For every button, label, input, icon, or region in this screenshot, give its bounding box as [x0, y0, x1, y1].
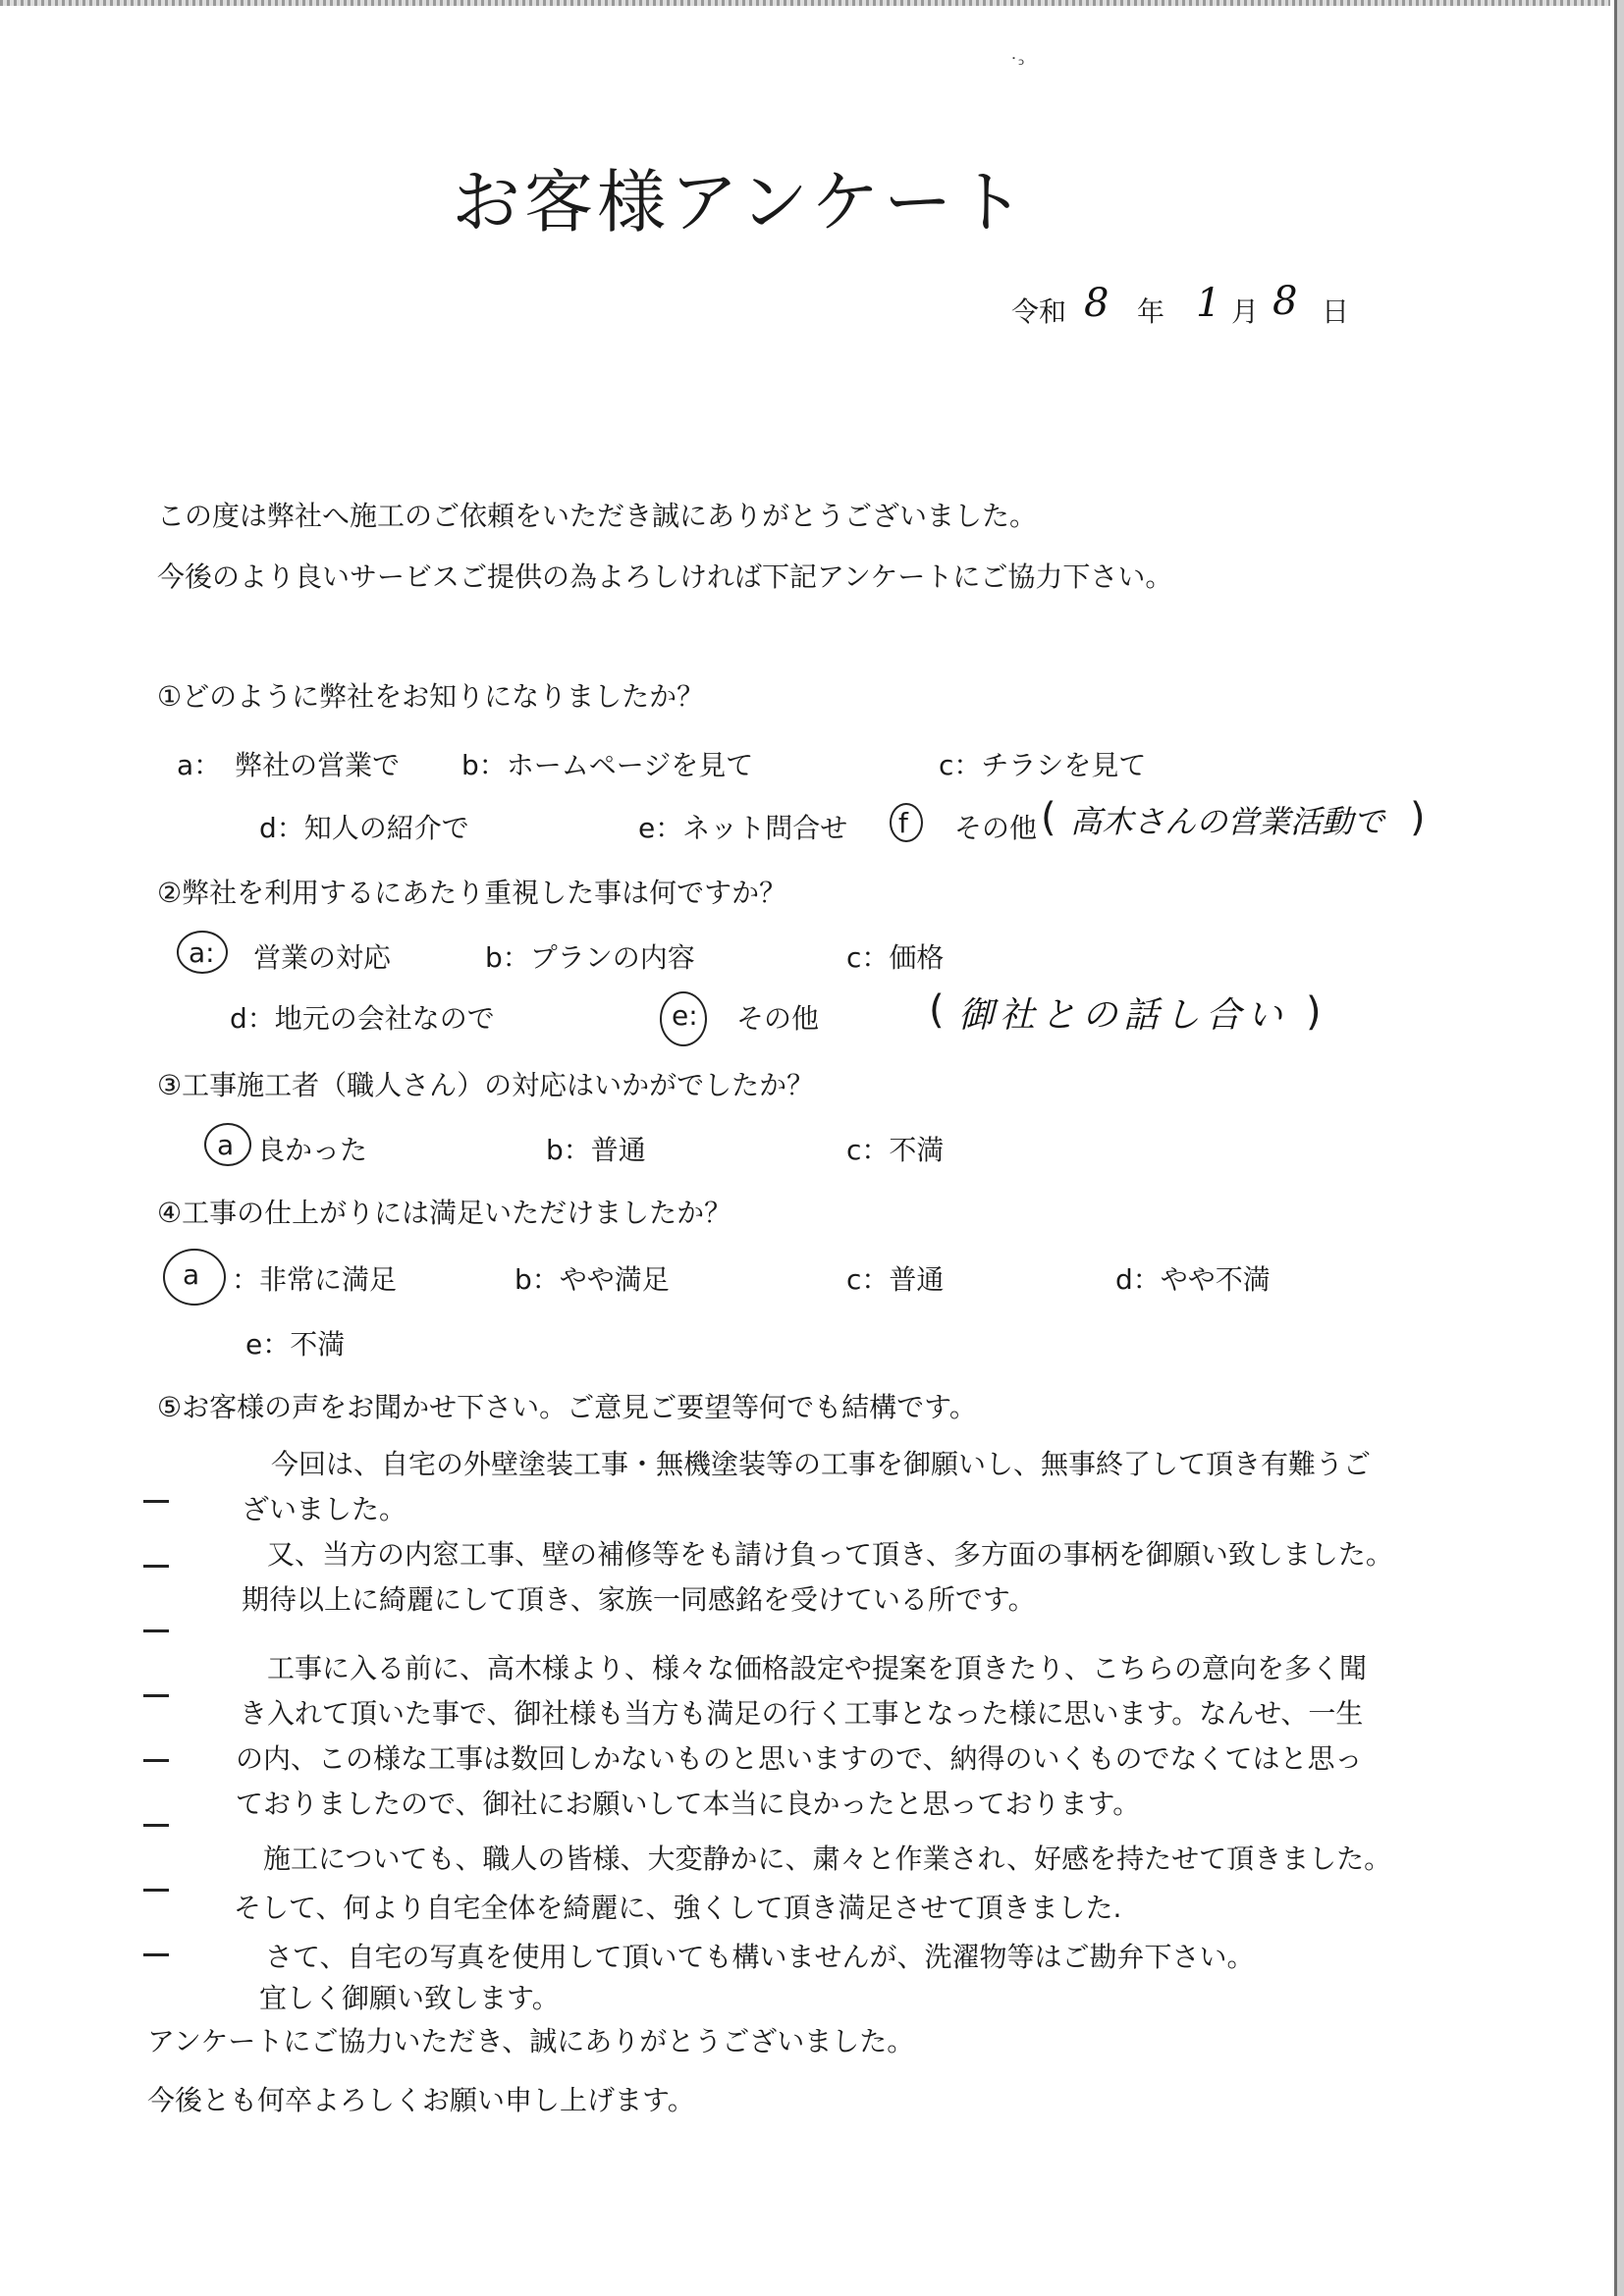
q1-option-f-letter[interactable]: f [898, 807, 908, 839]
rule-dash [143, 1565, 169, 1568]
comment-line: そして、何より自宅全体を綺麗に、強くして頂き満足させて頂きました. [234, 1892, 1122, 1924]
q1-question: ①どのように弊社をお知りになりましたか？ [157, 680, 705, 713]
q1-option-e[interactable]: e：ネット問合せ [638, 812, 848, 844]
q4-option-c[interactable]: c：普通 [846, 1263, 945, 1296]
date-day-label: 日 [1322, 295, 1350, 328]
rule-dash [143, 1629, 169, 1632]
q2-option-b[interactable]: b：プランの内容 [485, 941, 695, 974]
comment-line: ざいました。 [242, 1493, 407, 1525]
comment-line: 今回は、自宅の外壁塗装工事・無機塗装等の工事を御願いし、無事終了して頂き有難うご [271, 1448, 1372, 1480]
q1-other-close-paren: ) [1410, 795, 1426, 840]
comment-line: ておりましたので、御社にお願いして本当に良かったと思っております。 [236, 1788, 1141, 1820]
q3-question: ③工事施工者（職人さん）の対応はいかがでしたか？ [157, 1069, 815, 1101]
q4-option-a[interactable]: ：非常に満足 [232, 1263, 398, 1296]
rule-dash [143, 1824, 169, 1827]
q1-other-handwritten[interactable]: 高木さんの営業活動で [1070, 803, 1385, 840]
q2-option-e[interactable]: その他 [736, 1002, 820, 1035]
comment-line: 工事に入る前に、高木様より、様々な価格設定や提案を頂きたり、こちらの意向を多く聞 [267, 1652, 1368, 1684]
q2-option-e-letter[interactable]: e: [672, 999, 698, 1032]
date-era: 令和 [1011, 295, 1067, 328]
date-year-label: 年 [1137, 295, 1165, 328]
rule-dash [143, 1500, 169, 1503]
q3-option-c[interactable]: c：不満 [846, 1134, 945, 1166]
q2-other-open-paren: ( [929, 988, 945, 1033]
rule-dash [143, 1694, 169, 1697]
q4-option-b[interactable]: b：やや満足 [514, 1263, 670, 1296]
closing-line-1: アンケートにご協力いただき、誠にありがとうございました。 [147, 2025, 915, 2057]
q3-option-b[interactable]: b：普通 [546, 1134, 646, 1166]
scan-edge-top [0, 0, 1624, 6]
q2-option-d[interactable]: d：地元の会社なので [230, 1002, 495, 1035]
q4-option-e[interactable]: e：不満 [245, 1328, 346, 1361]
page-title: お客様アンケート [452, 162, 1029, 242]
q1-option-d[interactable]: d：知人の紹介で [259, 812, 469, 844]
q4-option-d[interactable]: d：やや不満 [1115, 1263, 1271, 1296]
comment-line: の内、この様な工事は数回しかないものと思いますので、納得のいくものでなくてはと思っ [236, 1742, 1363, 1775]
q2-option-a[interactable]: 営業の対応 [253, 941, 392, 974]
q4-option-a-letter[interactable]: a [183, 1258, 200, 1291]
date-year: 8 [1084, 281, 1110, 326]
q2-question: ②弊社を利用するにあたり重視した事は何ですか？ [157, 877, 787, 909]
intro-line-2: 今後のより良いサービスご提供の為よろしければ下記アンケートにご協力下さい。 [157, 561, 1173, 593]
comment-line: 又、当方の内窓工事、壁の補修等をも請け負って頂き、多方面の事柄を御願い致しました。 [267, 1538, 1393, 1571]
q1-option-b[interactable]: b：ホームページを見て [461, 749, 754, 781]
q5-question: ⑤お客様の声をお聞かせ下さい。ご意見ご要望等何でも結構です。 [157, 1391, 977, 1423]
q2-option-a-letter[interactable]: a: [189, 936, 215, 969]
date-month: 1 [1196, 281, 1221, 326]
rule-dash [143, 1889, 169, 1892]
intro-line-1: この度は弊社へ施工のご依頼をいただき誠にありがとうございました。 [157, 500, 1038, 532]
rule-dash [143, 1953, 169, 1956]
q1-option-c[interactable]: c：チラシを見て [939, 749, 1147, 781]
closing-line-2: 今後とも何卒よろしくお願い申し上げます。 [147, 2084, 695, 2116]
q3-option-a[interactable]: 良かった [257, 1134, 368, 1166]
q4-question: ④工事の仕上がりには満足いただけましたか？ [157, 1197, 732, 1229]
comment-line: き入れて頂いた事で、御社様も当方も満足の行く工事となった様に思います。なんせ、一生 [240, 1697, 1364, 1730]
q1-other-open-paren: ( [1041, 795, 1056, 840]
q2-other-handwritten[interactable]: 御社との話し合い [958, 995, 1289, 1036]
comment-line: 期待以上に綺麗にして頂き、家族一同感銘を受けている所です。 [242, 1583, 1036, 1616]
q3-option-a-letter[interactable]: a [217, 1129, 235, 1161]
q1-option-f[interactable]: その他 [954, 812, 1038, 844]
q1-option-a[interactable]: a： 弊社の営業で [177, 749, 401, 781]
comment-line: さて、自宅の写真を使用して頂いても構いませんが、洗濯物等はご勘弁下さい。 [265, 1941, 1255, 1973]
date-day: 8 [1272, 279, 1298, 324]
q2-option-c[interactable]: c：価格 [846, 941, 945, 974]
q2-other-close-paren: ) [1306, 989, 1322, 1035]
date-month-label: 月 [1231, 295, 1260, 328]
comment-line: 施工についても、職人の皆様、大変静かに、粛々と作業され、好感を持たせて頂きました。 [263, 1842, 1392, 1875]
rule-dash [143, 1759, 169, 1762]
comment-line: 宜しく御願い致します。 [259, 1982, 560, 2014]
scan-edge-right [1610, 0, 1624, 2296]
scan-speck: ˙ᵓ [1009, 55, 1025, 76]
